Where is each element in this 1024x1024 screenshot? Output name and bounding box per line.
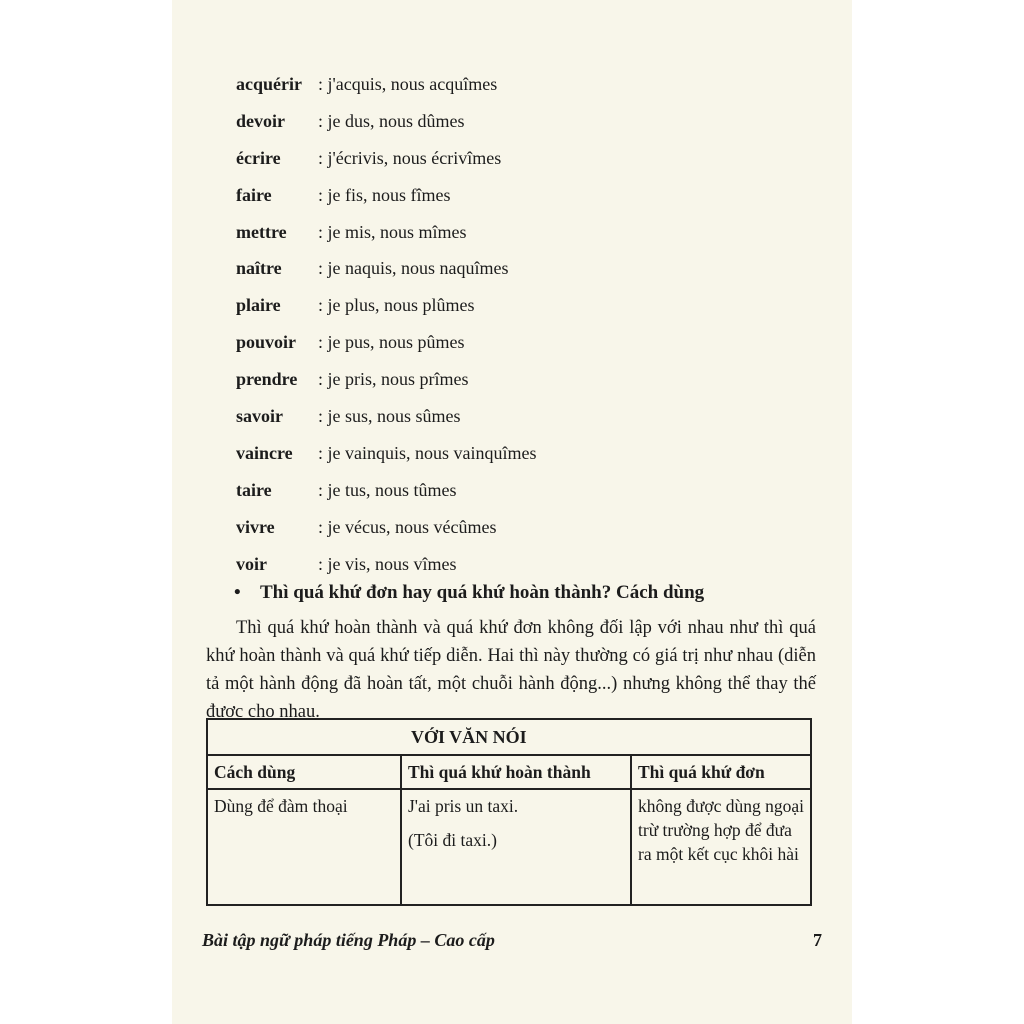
verb-row: [236, 398, 796, 435]
verb-infinitive: naître: [236, 258, 282, 279]
verb-row: [236, 546, 796, 583]
usage-table: [206, 718, 812, 906]
verb-row: [236, 177, 796, 214]
verb-row: [236, 214, 796, 251]
book-title: Bài tập ngữ pháp tiếng Pháp – Cao cấp: [202, 930, 495, 950]
verb-conjugation: : je pus, nous pûmes: [318, 332, 465, 353]
verb-infinitive: pouvoir: [236, 332, 297, 353]
verb-conjugation: : je vainquis, nous vainquîmes: [318, 442, 537, 463]
verb-infinitive: savoir: [236, 405, 283, 426]
verb-infinitive: mettre: [236, 221, 287, 242]
verb-infinitive: écrire: [236, 147, 281, 168]
verb-row: [236, 103, 796, 140]
table-cell-simple: không được dùng ngoại trừ trường hợp để đưa ra một kết cục khôi hài: [631, 789, 811, 905]
verb-conjugation: : je sus, nous sûmes: [318, 405, 461, 426]
verb-infinitive: prendre: [236, 369, 298, 390]
table-cell-perfect: [401, 789, 631, 905]
verb-conjugation-list: [236, 66, 796, 582]
verb-infinitive: plaire: [236, 295, 281, 316]
verb-row: [236, 509, 796, 546]
verb-conjugation: : j'écrivis, nous écrivîmes: [318, 147, 502, 168]
verb-row: [236, 472, 796, 509]
table-header-simple: Thì quá khứ đơn: [631, 755, 811, 789]
verb-conjugation: : je mis, nous mîmes: [318, 221, 467, 242]
table-title-row: [207, 719, 811, 755]
verb-row: [236, 66, 796, 103]
section-heading: [234, 582, 834, 604]
verb-row: [236, 250, 796, 287]
table-title-blank-cell: [207, 719, 401, 755]
verb-infinitive: faire: [236, 184, 272, 205]
verb-infinitive: vaincre: [236, 442, 293, 463]
bullet-icon: •: [234, 582, 241, 603]
book-page: [172, 0, 852, 1024]
verb-row: [236, 140, 796, 177]
table-row: [207, 789, 811, 905]
verb-infinitive: acquérir: [236, 73, 302, 94]
section-paragraph: Thì quá khứ hoàn thành và quá khứ đơn không đối lập với nhau như thì quá khứ hoàn thành và quá khứ tiếp diễn. Hai thì này thường có giá trị như nhau (diễn tả một hành động đã hoàn tất, một chuỗi hành động...) nhưng không thể thay thế được cho nhau.: [206, 618, 816, 722]
verb-conjugation: : je fis, nous fîmes: [318, 184, 451, 205]
verb-conjugation: : je pris, nous prîmes: [318, 369, 469, 390]
example-translation: (Tôi đi taxi.): [408, 830, 497, 850]
verb-conjugation: : je naquis, nous naquîmes: [318, 258, 509, 279]
table-cell-usage: Dùng để đàm thoại: [207, 789, 401, 905]
verb-conjugation: : je vis, nous vîmes: [318, 553, 457, 574]
verb-infinitive: voir: [236, 553, 267, 574]
page-number: 7: [813, 930, 822, 950]
verb-row: [236, 324, 796, 361]
section-heading-text: Thì quá khứ đơn hay quá khứ hoàn thành? Cách dùng: [260, 582, 705, 603]
verb-conjugation: : je dus, nous dûmes: [318, 110, 465, 131]
verb-conjugation: : je tus, nous tûmes: [318, 479, 457, 500]
verb-row: [236, 287, 796, 324]
verb-row: [236, 435, 796, 472]
example-french: J'ai pris un taxi.: [408, 796, 519, 816]
verb-infinitive: devoir: [236, 110, 285, 131]
verb-conjugation: : je plus, nous plûmes: [318, 295, 475, 316]
table-header-row: [207, 755, 811, 789]
verb-row: [236, 361, 796, 398]
table-header-perfect: Thì quá khứ hoàn thành: [401, 755, 631, 789]
verb-infinitive: vivre: [236, 516, 275, 537]
verb-infinitive: taire: [236, 479, 272, 500]
page-footer: [202, 930, 822, 951]
verb-conjugation: : j'acquis, nous acquîmes: [318, 73, 498, 94]
table-title: VỚI VĂN NÓI: [401, 719, 811, 755]
verb-conjugation: : je vécus, nous vécûmes: [318, 516, 497, 537]
table-header-usage: Cách dùng: [207, 755, 401, 789]
